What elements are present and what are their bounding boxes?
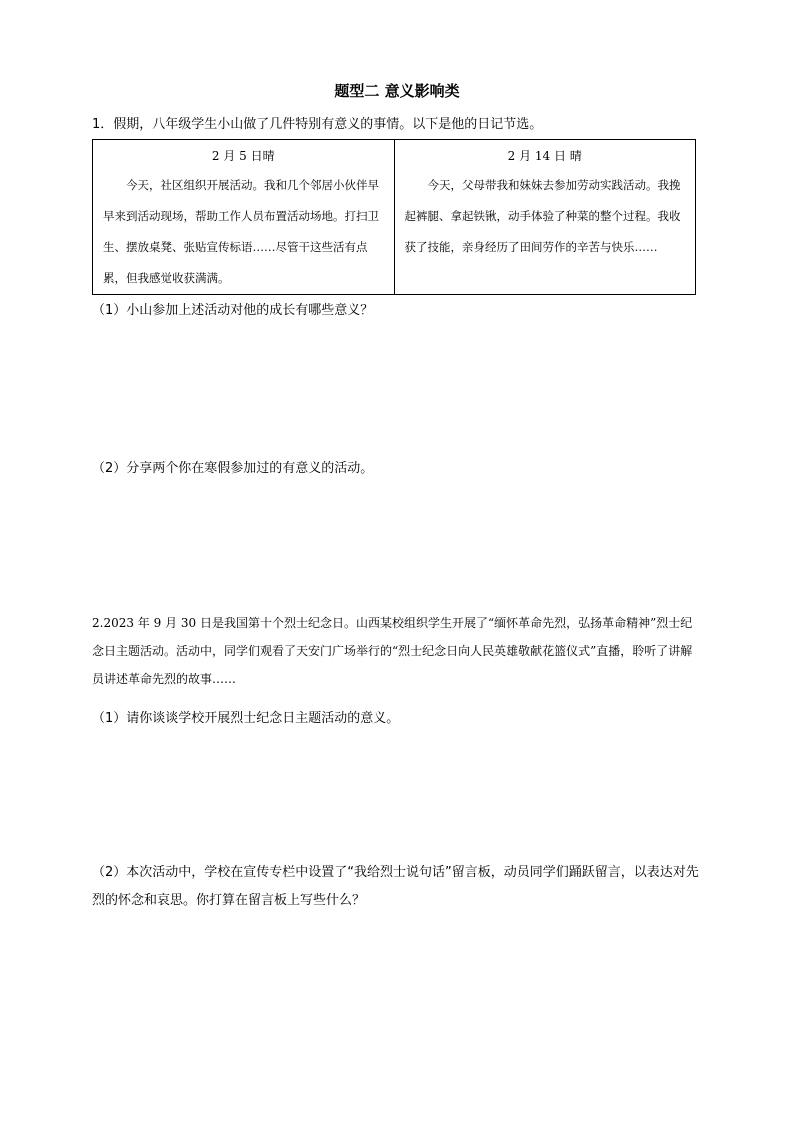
diary-entry-2 (394, 140, 696, 294)
question-2-stem: 2.2023 年 9 月 30 日是我国第十个烈士纪念日。山西某校组织学生开展了“缅怀革命先烈，弘扬革命精神”烈士纪念日主题活动。活动中，同学们观看了天安门广场举行的“烈士纪念日向人民英雄敬献花篮仪式”直播，聆听了讲解员讲述革命先烈的故事…… (92, 616, 693, 686)
question-2-sub-2: （2）本次活动中，学校在宣传专栏中设置了“我给烈士说句话”留言板，动员同学们踊跃留言，以表达对先烈的怀念和哀思。你打算在留言板上写些什么？ (92, 865, 699, 908)
question-1-sub-2: （2）分享两个你在寒假参加过的有意义的活动。 (92, 461, 374, 476)
question-1-stem: 1．假期，八年级学生小山做了几件特别有意义的事情。以下是他的日记节选。 (92, 117, 543, 132)
diary-table (92, 139, 696, 295)
diary-entry-1-text: 今天，社区组织开展活动。我和几个邻居小伙伴早早来到活动现场，帮助工作人员布置活动场地。打扫卫生、摆放桌凳、张贴宣传标语……尽管干这些活有点累，但我感觉收获满满。 (103, 178, 379, 285)
diary-entry-2-text: 今天，父母带我和妹妹去参加劳动实践活动。我挽起裤腿、拿起铁锹，动手体验了种菜的整个过程。我收获了技能，亲身经历了田间劳作的辛苦与快乐…… (404, 178, 681, 254)
diary-entry-1 (93, 140, 394, 294)
question-2-sub-1: （1）请你谈谈学校开展烈士纪念日主题活动的意义。 (92, 711, 400, 726)
question-1-sub-1: （1）小山参加上述活动对他的成长有哪些意义？ (92, 303, 374, 318)
diary-entry-1-date: 2 月 5 日晴 (211, 149, 275, 163)
diary-entry-2-date: 2 月 14 日 晴 (507, 149, 582, 163)
section-title: 题型二 意义影响类 (334, 82, 460, 100)
